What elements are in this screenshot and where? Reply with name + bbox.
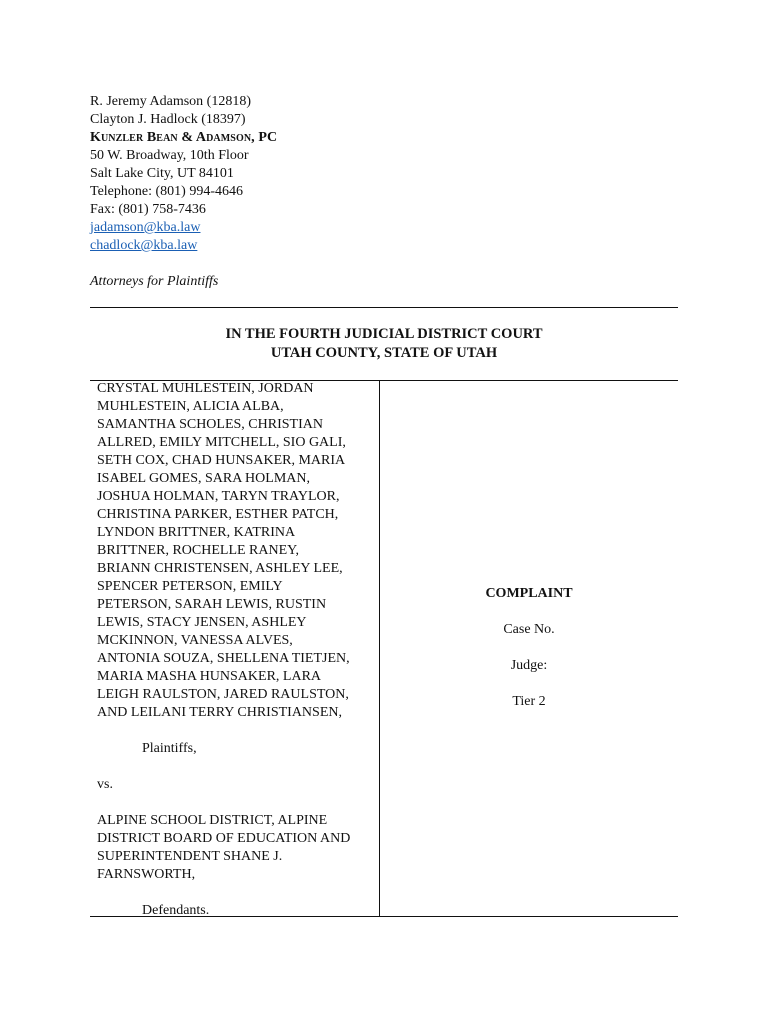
attorneys-role: Attorneys for Plaintiffs (90, 274, 219, 289)
email-link[interactable]: chadlock@kba.law (90, 238, 198, 253)
plaintiffs-line: JOSHUA HOLMAN, TARYN TRAYLOR, (97, 489, 340, 504)
plaintiffs-line: BRITTNER, ROCHELLE RANEY, (97, 543, 299, 558)
court-name: IN THE FOURTH JUDICIAL DISTRICT COURT (225, 326, 543, 342)
fax: Fax: (801) 758-7436 (90, 202, 206, 217)
plaintiffs-line: MARIA MASHA HUNSAKER, LARA (97, 669, 322, 684)
defendants-label: Defendants. (142, 903, 210, 918)
versus-label: vs. (97, 777, 113, 792)
plaintiffs-line: SETH COX, CHAD HUNSAKER, MARIA (97, 453, 346, 468)
defendants-list (97, 812, 377, 884)
plaintiffs-line: SAMANTHA SCHOLES, CHRISTIAN (97, 417, 323, 432)
firm-name: Kunzler Bean & Adamson, PC (90, 130, 278, 145)
defendants-line: ALPINE SCHOOL DISTRICT, ALPINE (97, 813, 328, 828)
address-line: 50 W. Broadway, 10th Floor (90, 148, 249, 163)
plaintiffs-line: LEIGH RAULSTON, JARED RAULSTON, (97, 687, 349, 702)
court-heading (90, 325, 678, 363)
judge-field: Judge: (510, 658, 548, 673)
plaintiffs-line: ISABEL GOMES, SARA HOLMAN, (97, 471, 311, 486)
plaintiffs-line: CRYSTAL MUHLESTEIN, JORDAN (97, 381, 314, 396)
plaintiffs-line: ANTONIA SOUZA, SHELLENA TIETJEN, (97, 651, 350, 666)
court-county: UTAH COUNTY, STATE OF UTAH (270, 345, 498, 361)
plaintiffs-line: SPENCER PETERSON, EMILY (97, 579, 283, 594)
plaintiffs-line: AND LEILANI TERRY CHRISTIANSEN, (97, 705, 342, 720)
document-title: COMPLAINT (485, 586, 573, 601)
address-line: Salt Lake City, UT 84101 (90, 166, 234, 181)
plaintiffs-line: BRIANN CHRISTENSEN, ASHLEY LEE, (97, 561, 343, 576)
defendants-line: DISTRICT BOARD OF EDUCATION AND (97, 831, 351, 846)
plaintiffs-label: Plaintiffs, (142, 741, 197, 756)
attorney-name: R. Jeremy Adamson (12818) (90, 94, 251, 109)
plaintiffs-line: MCKINNON, VANESSA ALVES, (97, 633, 293, 648)
plaintiffs-line: LYNDON BRITTNER, KATRINA (97, 525, 296, 540)
plaintiffs-list (97, 380, 377, 722)
plaintiffs-line: LEWIS, STACY JENSEN, ASHLEY (97, 615, 307, 630)
case-info (380, 585, 678, 711)
tier-field: Tier 2 (512, 694, 546, 709)
plaintiffs-line: ALLRED, EMILY MITCHELL, SIO GALI, (97, 435, 346, 450)
plaintiffs-line: PETERSON, SARAH LEWIS, RUSTIN (97, 597, 327, 612)
case-number: Case No. (503, 622, 555, 637)
attorney-name: Clayton J. Hadlock (18397) (90, 112, 246, 127)
counsel-block (90, 93, 277, 291)
caption-parties (97, 380, 377, 920)
header-rule (90, 307, 678, 308)
defendants-line: FARNSWORTH, (97, 867, 196, 882)
email-link[interactable]: jadamson@kba.law (90, 220, 201, 235)
defendants-line: SUPERINTENDENT SHANE J. (97, 849, 283, 864)
plaintiffs-line: MUHLESTEIN, ALICIA ALBA, (97, 399, 284, 414)
plaintiffs-line: CHRISTINA PARKER, ESTHER PATCH, (97, 507, 339, 522)
telephone: Telephone: (801) 994-4646 (90, 184, 243, 199)
